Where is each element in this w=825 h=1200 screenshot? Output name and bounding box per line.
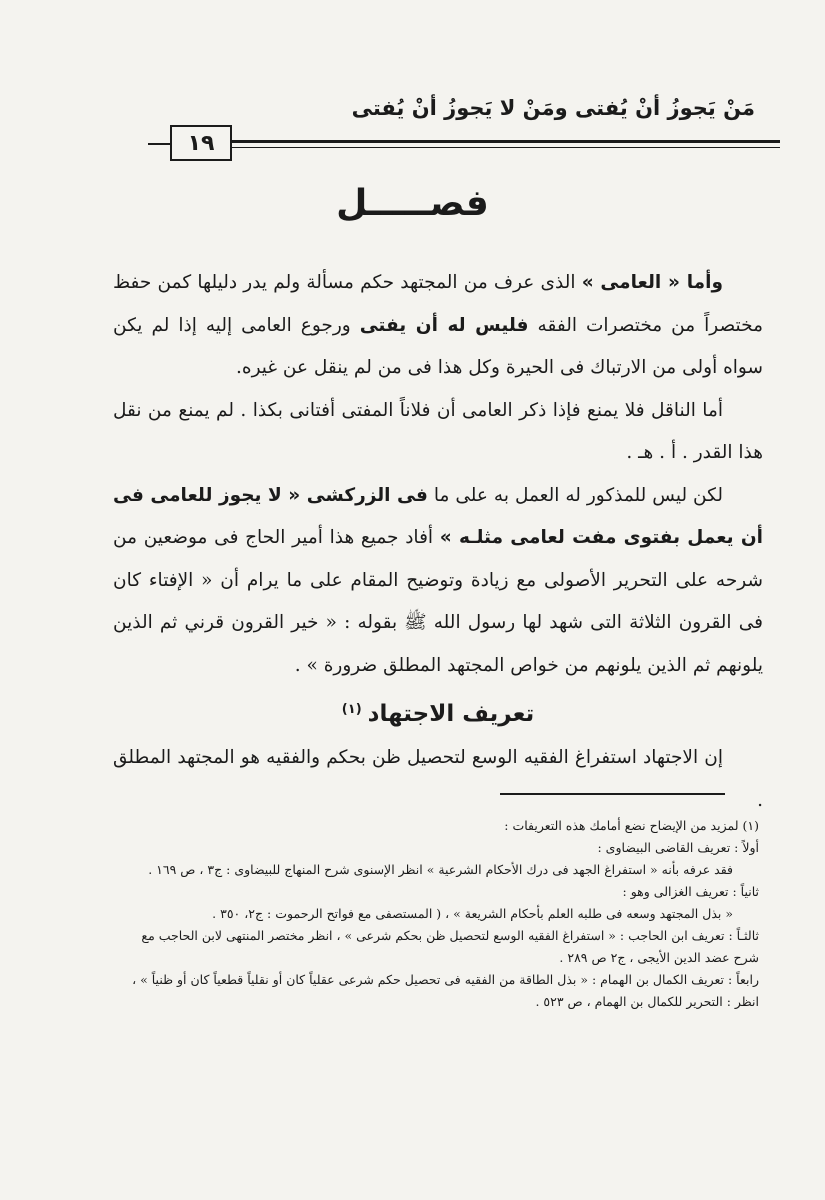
footnote-fourth: رابعاً : تعريف الكمال بن الهمام : « بذل الطاقة من الفقيه فى تحصيل حكم شرعى عقلياً كان أو نقلياً قطعياً كان أو ظنياً » ، انظر : التحرير للكمال بن الهمام ، ص ٥٢٣ .	[132, 972, 759, 1009]
footnote-second-label: ثانياً : تعريف الغزالى وهو :	[622, 884, 759, 899]
header-rule	[232, 140, 780, 143]
running-title: مَنْ يَجوزُ أنْ يُفتى ومَنْ لا يَجوزُ أنْ يُفتى	[351, 96, 755, 120]
footnote-first-text: فقد عرفه بأنه « استفراغ الجهد فى درك الأحكام الشرعية » انظر الإسنوى شرح المنهاج للبيضاوى : ج٣ ، ص ١٦٩ .	[148, 862, 733, 877]
paragraph-1-text-a: الذى عرف من المجتهد حكم مسألة ولم يدر دليلها كمن حفظ مختصراً من مختصرات الفقه	[113, 272, 763, 336]
footnote-second-text: « بذل المجتهد وسعه فى طلبه العلم بأحكام الشريعة » ، ( المستصفى مع فواتح الرحموت : ج٢، ٣٥٠ .	[212, 906, 733, 921]
footnote-intro: (١) لمزيد من الإيضاح نضع أمامك هذه التعريفات :	[504, 818, 759, 833]
section-heading	[113, 687, 763, 737]
paragraph-3	[113, 475, 763, 688]
footnote-separator	[500, 793, 725, 795]
footnote-third: ثالثـاً : تعريف ابن الحاجب : « استفراغ الفقيه الوسع لتحصيل ظن بحكم شرعى » ، انظر مختصر المنتهى لابن الحاجب مع شرح عضد الدين الأيجى ، ج٢ ص ٢٨٩ .	[141, 928, 759, 965]
paragraph-2: أما الناقل فلا يمنع فإذا ذكر العامى أن فلاناً المفتى أفتانى بكذا . لم يمنع من نقل هذا القدر . أ . هـ .	[113, 399, 763, 463]
paragraph-3-text-a: لكن ليس للمذكور له العمل به على ما	[427, 484, 723, 506]
paragraph-1	[113, 262, 763, 390]
header-rule-left	[148, 143, 170, 145]
paragraph-1-lead: وأما « العامى »	[581, 272, 723, 293]
paragraph-1-bold: فليس له أن يفتى	[359, 314, 529, 336]
paragraph-1-text-b: ورجوع العامى إليه إذا لم يكن سواه أولى من الارتباك فى الحيرة وكل هذا فى من لم ينقل عن غيره.	[113, 314, 763, 378]
paragraph-3-bold: فى الزركشى « لا يجوز للعامى فى أن يعمل بفتوى مفت لعامى مثلـه »	[113, 484, 763, 548]
main-text	[113, 262, 763, 822]
page-number: ١٩	[170, 125, 232, 161]
footnotes	[119, 815, 759, 1013]
header-rule-thin	[232, 147, 780, 148]
paragraph-4: إن الاجتهاد استفراغ الفقيه الوسع لتحصيل ظن بحكم والفقيه هو المجتهد المطلق .	[113, 747, 763, 811]
paragraph-3-text-b: أفاد جميع هذا أمير الحاج فى موضعين من شرحه على التحرير الأصولى مع زيادة وتوضيح المقام على ما يرام أن « الإفتاء كان فى القرون الثلاثة التى شهد لها رسول الله ﷺ بقوله : « خير القرون قرني ثم الذين يلونهم ثم الذين يلونهم من خواص المجتهد المطلق ضرورة » .	[113, 527, 763, 676]
chapter-title: فصـــــل	[336, 183, 489, 224]
footnote-ref: (١)	[341, 702, 362, 717]
section-title: تعريف الاجتهاد	[367, 701, 535, 727]
footnote-first-label: أولاً : تعريف القاضى البيضاوى :	[597, 840, 759, 855]
